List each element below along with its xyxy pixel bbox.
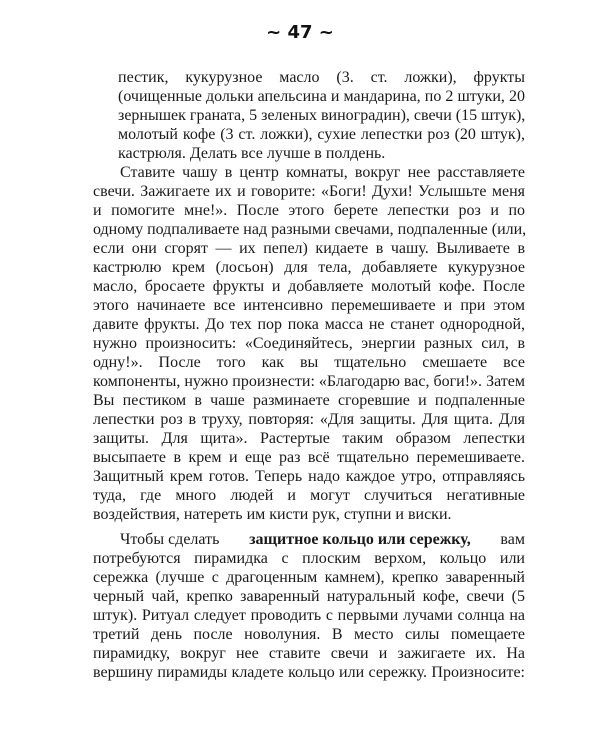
text-line: одному подпаливаете над разными свечами, подпаленные (или, — [93, 221, 527, 238]
text-line: третий день после новолуния. В место силы помещаете — [93, 626, 525, 643]
text-line: вершину пирамиды кладете кольцо или сережку. Произносите: — [93, 664, 525, 681]
paragraph-ingredients — [118, 68, 525, 163]
text-line: черный чай, крепко заваренный натуральный кофе, свечи (5 — [93, 588, 525, 605]
text-line: пирамидку, вокруг нее ставите свечи и зажигаете их. На — [93, 645, 525, 662]
text-line: пестик, кукурузное масло (3. ст. ложки), фрукты — [118, 69, 525, 86]
text-line: сережка (лучше с драгоценным камнем), крепко заваренный — [93, 569, 525, 586]
text-line: воздействия, натереть им кисти рук, ступни и виски. — [93, 506, 452, 523]
bold-term: защитное кольцо или сережку, — [249, 531, 471, 548]
text-line: нужно произносить: «Соединяйтесь, энергии разных сил, в — [93, 335, 525, 352]
text-line: туда, где много людей и могут случиться негативные — [93, 487, 525, 504]
page-body — [93, 68, 525, 682]
text-line: потребуются пирамидка с плоским верхом, кольцо или — [93, 550, 525, 567]
text-line: высыпаете в крем и еще раз всё тщательно перемешиваете. — [93, 449, 525, 466]
text-line: Защитный крем готов. Теперь надо каждое утро, отправляясь — [93, 468, 525, 485]
text-line: (очищенные дольки апельсина и мандарина, по 2 штуки, 20 — [118, 88, 525, 105]
text-line: Ставите чашу в центр комнаты, вокруг нее расставляете — [120, 164, 525, 181]
text-line: и помогите мне!». После этого берете лепестки роз и по — [93, 202, 525, 219]
text-segment: вам — [500, 531, 525, 548]
text-line: кастрюля. Делать все лучше в полдень. — [118, 145, 386, 162]
page-number: ~ 47 ~ — [266, 22, 334, 43]
text-line: лепестки роз в труху, повторяя: «Для защиты. Для щита. Для — [93, 411, 525, 428]
text-line: свечи. Зажигаете их и говорите: «Боги! Духи! Услышьте меня — [93, 183, 525, 200]
text-line: кастрюлю крем (лосьон) для тела, добавляете кукурузное — [93, 259, 525, 276]
text-line: этого начинаете все интенсивно перемешиваете и при этом — [93, 297, 525, 314]
text-segment: Чтобы сделать — [120, 531, 220, 548]
text-line: защиты. Для щита». Растертые таким образом лепестки — [93, 430, 525, 447]
paragraph-ritual — [93, 163, 525, 524]
text-line: штук). Ритуал следует проводить с первыми лучами солнца на — [93, 607, 525, 624]
text-line: одну!». После того как вы тщательно смешаете все — [93, 354, 525, 371]
text-line: компоненты, нужно произнести: «Благодарю вас, боги!». Затем — [93, 373, 525, 390]
text-line — [93, 530, 525, 549]
text-line: масло, бросаете фрукты и добавляете молотый кофе. После — [93, 278, 525, 295]
text-line: зернышек граната, 5 зеленых виноградин), свечи (15 штук), — [118, 107, 526, 124]
text-line: если они сгорят — их пепел) кидаете в чашу. Выливаете в — [93, 240, 525, 257]
text-line: давите фрукты. До тех пор пока масса не станет однородной, — [93, 316, 525, 333]
paragraph-ring-ritual — [93, 530, 525, 682]
text-line: Вы пестиком в чаше разминаете сгоревшие и подпаленные — [93, 392, 525, 409]
text-line: молотый кофе (3 ст. ложки), сухие лепестки роз (20 штук), — [118, 126, 525, 143]
